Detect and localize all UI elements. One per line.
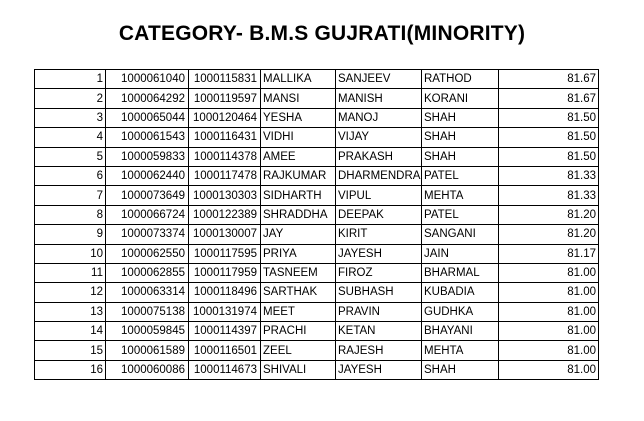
middle-name-cell: SUBHASH bbox=[336, 283, 422, 302]
application-no-cell: 1000115831 bbox=[189, 70, 261, 89]
form-no-cell: 1000059845 bbox=[106, 322, 189, 341]
first-name-cell: RAJKUMAR bbox=[261, 166, 336, 185]
middle-name-cell: JAYESH bbox=[336, 360, 422, 379]
application-no-cell: 1000114397 bbox=[189, 322, 261, 341]
percentage-cell: 81.33 bbox=[499, 166, 599, 185]
middle-name-cell: JAYESH bbox=[336, 244, 422, 263]
middle-name-cell: RAJESH bbox=[336, 341, 422, 360]
application-no-cell: 1000130007 bbox=[189, 225, 261, 244]
serial-no-cell: 14 bbox=[35, 322, 106, 341]
application-no-cell: 1000130303 bbox=[189, 186, 261, 205]
last-name-cell: SANGANI bbox=[422, 225, 499, 244]
serial-no-cell: 7 bbox=[35, 186, 106, 205]
middle-name-cell: DEEPAK bbox=[336, 205, 422, 224]
serial-no-cell: 1 bbox=[35, 70, 106, 89]
last-name-cell: SHAH bbox=[422, 147, 499, 166]
form-no-cell: 1000061543 bbox=[106, 128, 189, 147]
application-no-cell: 1000118496 bbox=[189, 283, 261, 302]
middle-name-cell: FIROZ bbox=[336, 263, 422, 282]
application-no-cell: 1000117959 bbox=[189, 263, 261, 282]
first-name-cell: MANSI bbox=[261, 89, 336, 108]
form-no-cell: 1000061589 bbox=[106, 341, 189, 360]
application-no-cell: 1000117595 bbox=[189, 244, 261, 263]
table-row bbox=[35, 322, 599, 341]
serial-no-cell: 15 bbox=[35, 341, 106, 360]
middle-name-cell: VIJAY bbox=[336, 128, 422, 147]
form-no-cell: 1000062855 bbox=[106, 263, 189, 282]
form-no-cell: 1000062550 bbox=[106, 244, 189, 263]
application-no-cell: 1000114378 bbox=[189, 147, 261, 166]
first-name-cell: SHIVALI bbox=[261, 360, 336, 379]
last-name-cell: KUBADIA bbox=[422, 283, 499, 302]
first-name-cell: VIDHI bbox=[261, 128, 336, 147]
first-name-cell: MEET bbox=[261, 302, 336, 321]
table-row bbox=[35, 186, 599, 205]
table-row bbox=[35, 244, 599, 263]
table-body bbox=[35, 70, 599, 380]
percentage-cell: 81.00 bbox=[499, 360, 599, 379]
first-name-cell: SIDHARTH bbox=[261, 186, 336, 205]
serial-no-cell: 9 bbox=[35, 225, 106, 244]
application-no-cell: 1000116431 bbox=[189, 128, 261, 147]
form-no-cell: 1000073649 bbox=[106, 186, 189, 205]
table-row bbox=[35, 128, 599, 147]
first-name-cell: TASNEEM bbox=[261, 263, 336, 282]
form-no-cell: 1000075138 bbox=[106, 302, 189, 321]
middle-name-cell: VIPUL bbox=[336, 186, 422, 205]
percentage-cell: 81.20 bbox=[499, 205, 599, 224]
percentage-cell: 81.33 bbox=[499, 186, 599, 205]
form-no-cell: 1000061040 bbox=[106, 70, 189, 89]
table-row bbox=[35, 205, 599, 224]
last-name-cell: JAIN bbox=[422, 244, 499, 263]
percentage-cell: 81.20 bbox=[499, 225, 599, 244]
percentage-cell: 81.50 bbox=[499, 108, 599, 127]
table-row bbox=[35, 263, 599, 282]
application-no-cell: 1000119597 bbox=[189, 89, 261, 108]
percentage-cell: 81.50 bbox=[499, 147, 599, 166]
first-name-cell: YESHA bbox=[261, 108, 336, 127]
table-row bbox=[35, 147, 599, 166]
first-name-cell: MALLIKA bbox=[261, 70, 336, 89]
last-name-cell: KORANI bbox=[422, 89, 499, 108]
serial-no-cell: 11 bbox=[35, 263, 106, 282]
serial-no-cell: 13 bbox=[35, 302, 106, 321]
serial-no-cell: 5 bbox=[35, 147, 106, 166]
last-name-cell: GUDHKA bbox=[422, 302, 499, 321]
middle-name-cell: KETAN bbox=[336, 322, 422, 341]
last-name-cell: SHAH bbox=[422, 360, 499, 379]
serial-no-cell: 8 bbox=[35, 205, 106, 224]
middle-name-cell: MANISH bbox=[336, 89, 422, 108]
first-name-cell: SHRADDHA bbox=[261, 205, 336, 224]
middle-name-cell: PRAKASH bbox=[336, 147, 422, 166]
last-name-cell: RATHOD bbox=[422, 70, 499, 89]
middle-name-cell: KIRIT bbox=[336, 225, 422, 244]
application-no-cell: 1000117478 bbox=[189, 166, 261, 185]
percentage-cell: 81.67 bbox=[499, 70, 599, 89]
middle-name-cell: SANJEEV bbox=[336, 70, 422, 89]
application-no-cell: 1000120464 bbox=[189, 108, 261, 127]
page-title: CATEGORY- B.M.S GUJRATI(MINORITY) bbox=[118, 22, 526, 45]
application-no-cell: 1000114673 bbox=[189, 360, 261, 379]
serial-no-cell: 16 bbox=[35, 360, 106, 379]
serial-no-cell: 6 bbox=[35, 166, 106, 185]
form-no-cell: 1000073374 bbox=[106, 225, 189, 244]
last-name-cell: SHAH bbox=[422, 108, 499, 127]
table-row bbox=[35, 89, 599, 108]
first-name-cell: ZEEL bbox=[261, 341, 336, 360]
percentage-cell: 81.17 bbox=[499, 244, 599, 263]
table-row bbox=[35, 108, 599, 127]
merit-list-table bbox=[34, 69, 599, 380]
last-name-cell: MEHTA bbox=[422, 186, 499, 205]
serial-no-cell: 12 bbox=[35, 283, 106, 302]
middle-name-cell: MANOJ bbox=[336, 108, 422, 127]
table-row bbox=[35, 70, 599, 89]
percentage-cell: 81.50 bbox=[499, 128, 599, 147]
serial-no-cell: 10 bbox=[35, 244, 106, 263]
middle-name-cell: PRAVIN bbox=[336, 302, 422, 321]
form-no-cell: 1000064292 bbox=[106, 89, 189, 108]
form-no-cell: 1000059833 bbox=[106, 147, 189, 166]
serial-no-cell: 3 bbox=[35, 108, 106, 127]
last-name-cell: MEHTA bbox=[422, 341, 499, 360]
table-row bbox=[35, 283, 599, 302]
first-name-cell: JAY bbox=[261, 225, 336, 244]
percentage-cell: 81.00 bbox=[499, 341, 599, 360]
application-no-cell: 1000116501 bbox=[189, 341, 261, 360]
percentage-cell: 81.00 bbox=[499, 263, 599, 282]
first-name-cell: SARTHAK bbox=[261, 283, 336, 302]
table-row bbox=[35, 341, 599, 360]
application-no-cell: 1000131974 bbox=[189, 302, 261, 321]
form-no-cell: 1000065044 bbox=[106, 108, 189, 127]
table-row bbox=[35, 360, 599, 379]
percentage-cell: 81.00 bbox=[499, 302, 599, 321]
table-row bbox=[35, 302, 599, 321]
percentage-cell: 81.00 bbox=[499, 283, 599, 302]
serial-no-cell: 2 bbox=[35, 89, 106, 108]
first-name-cell: PRACHI bbox=[261, 322, 336, 341]
last-name-cell: SHAH bbox=[422, 128, 499, 147]
serial-no-cell: 4 bbox=[35, 128, 106, 147]
middle-name-cell: DHARMENDRA bbox=[336, 166, 422, 185]
application-no-cell: 1000122389 bbox=[189, 205, 261, 224]
form-no-cell: 1000060086 bbox=[106, 360, 189, 379]
table-row bbox=[35, 166, 599, 185]
last-name-cell: BHARMAL bbox=[422, 263, 499, 282]
percentage-cell: 81.00 bbox=[499, 322, 599, 341]
form-no-cell: 1000063314 bbox=[106, 283, 189, 302]
last-name-cell: BHAYANI bbox=[422, 322, 499, 341]
table-row bbox=[35, 225, 599, 244]
form-no-cell: 1000066724 bbox=[106, 205, 189, 224]
last-name-cell: PATEL bbox=[422, 205, 499, 224]
first-name-cell: PRIYA bbox=[261, 244, 336, 263]
first-name-cell: AMEE bbox=[261, 147, 336, 166]
last-name-cell: PATEL bbox=[422, 166, 499, 185]
percentage-cell: 81.67 bbox=[499, 89, 599, 108]
form-no-cell: 1000062440 bbox=[106, 166, 189, 185]
